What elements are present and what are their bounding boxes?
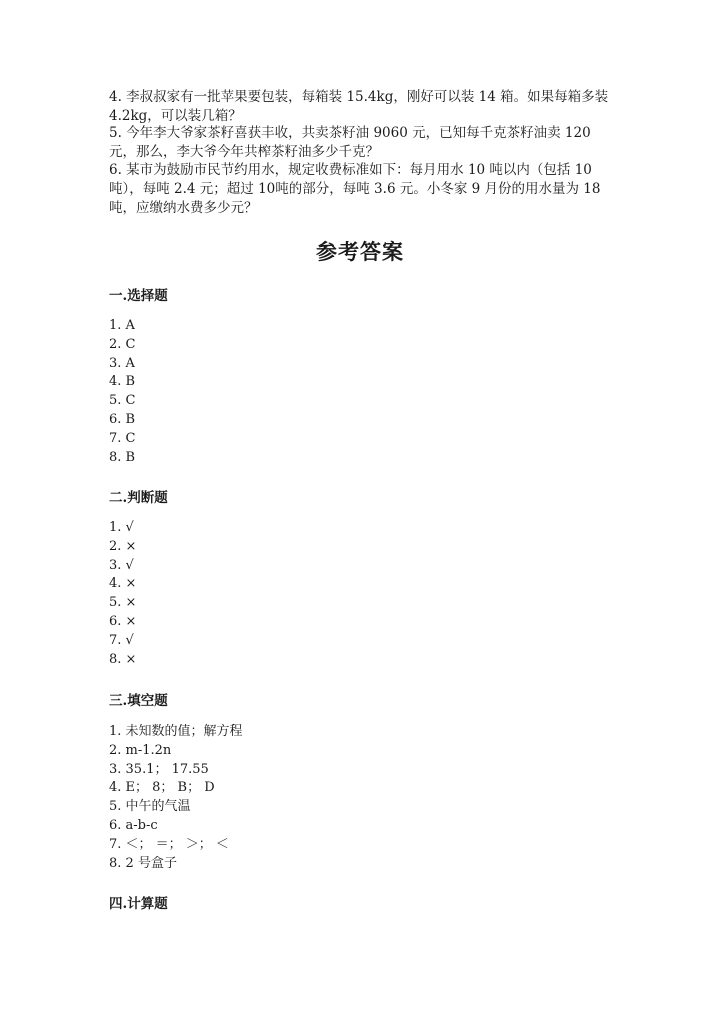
answer-item: 2. C (109, 336, 136, 352)
answer-item: 2. m-1.2n (109, 742, 172, 758)
answer-item: 2. × (109, 538, 137, 554)
answer-item: 7. √ (109, 632, 134, 648)
section-heading-judgement: 二.判断题 (109, 490, 168, 506)
answer-item: 1. A (109, 318, 135, 333)
answer-item: 6. × (109, 613, 137, 629)
answer-list-choice (109, 317, 135, 467)
answer-item: 8. 2 号盒子 (109, 855, 177, 871)
answer-item: 3. √ (109, 557, 134, 573)
section-heading-choice: 一.选择题 (109, 288, 168, 304)
answer-item: 1. √ (109, 520, 134, 535)
answer-key-title: 参考答案 (316, 239, 404, 264)
answer-item: 6. B (109, 411, 136, 427)
answer-item: 8. × (109, 651, 137, 667)
answer-item: 4. × (109, 576, 137, 592)
answer-item: 7. ＜； ＝； ＞； ＜ (109, 836, 229, 852)
question-6: 6. 某市为鼓励市民节约用水，规定收费标准如下：每月用水 10 吨以内（包括 10吨），每吨 2.4 元；超过 10吨的部分，每吨 3.6 元。小冬家 9 月份的用水量为 18 吨，应缴纳水费多少元？ (109, 162, 601, 216)
answer-item: 8. B (109, 449, 136, 465)
answer-item: 5. × (109, 595, 137, 611)
section-heading-calculation: 四.计算题 (109, 896, 168, 912)
answer-list-fill-blank (109, 723, 243, 873)
question-5: 5. 今年李大爷家茶籽喜获丰收，共卖茶籽油 9060 元，已知每千克茶籽油卖 120 元，那么，李大爷今年共榨茶籽油多少千克？ (109, 125, 591, 160)
answer-item: 3. 35.1； 17.55 (109, 761, 209, 777)
question-4: 4. 李叔叔家有一批苹果要包装，每箱装 15.4kg，刚好可以装 14 箱。如果每箱多装 4.2kg，可以装几箱？ (109, 89, 609, 124)
answer-list-judgement (109, 519, 136, 669)
answer-item: 4. E； 8； B； D (109, 780, 215, 796)
answer-item: 4. B (109, 374, 136, 390)
answer-item: 5. 中午的气温 (109, 799, 191, 815)
answer-item: 6. a-b-c (109, 817, 158, 833)
answer-item: 5. C (109, 393, 136, 409)
section-heading-fill-blank: 三.填空题 (109, 693, 168, 709)
answer-item: 7. C (109, 430, 136, 446)
answer-item: 3. A (109, 355, 135, 371)
answer-item: 1. 未知数的值；解方程 (109, 724, 243, 739)
